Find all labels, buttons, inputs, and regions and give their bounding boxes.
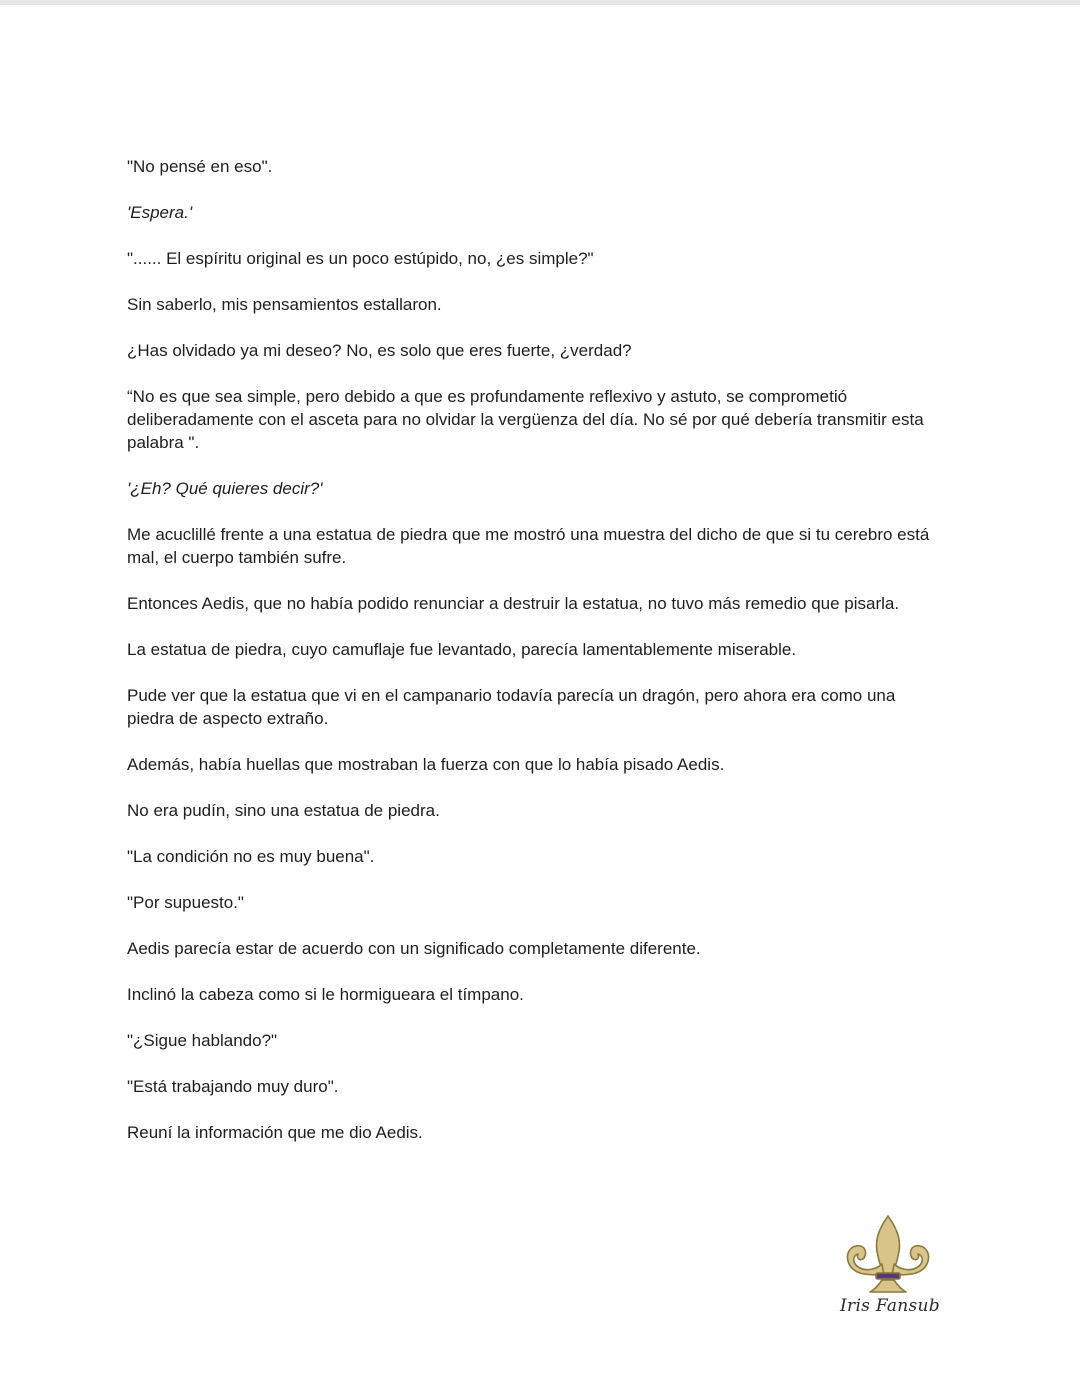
paragraph: Aedis parecía estar de acuerdo con un significado completamente diferente. (127, 939, 701, 958)
paragraph: Además, había huellas que mostraban la fuerza con que lo había pisado Aedis. (127, 755, 725, 774)
paragraph: No era pudín, sino una estatua de piedra. (127, 801, 440, 820)
paragraph: “No es que sea simple, pero debido a que es profundamente reflexivo y astuto, se comprometió deliberadamente con el asceta para no olvidar la vergüenza del día. No sé por qué debería transmitir esta palabra ". (127, 387, 924, 452)
paragraph: Entonces Aedis, que no había podido renunciar a destruir la estatua, no tuvo más remedio que pisarla. (127, 594, 900, 613)
iris-fansub-logo (838, 1212, 948, 1324)
top-border (0, 0, 1080, 5)
paragraph: Pude ver que la estatua que vi en el campanario todavía parecía un dragón, pero ahora era como una piedra de aspecto extraño. (127, 686, 896, 728)
paragraph: 'Espera.' (127, 203, 193, 222)
paragraph: "Está trabajando muy duro". (127, 1077, 339, 1096)
paragraph: Sin saberlo, mis pensamientos estallaron. (127, 295, 442, 314)
paragraph: "...... El espíritu original es un poco estúpido, no, ¿es simple?" (127, 249, 594, 268)
paragraph: Me acuclillé frente a una estatua de piedra que me mostró una muestra del dicho de que si tu cerebro está mal, el cuerpo también sufre. (127, 525, 930, 567)
paragraph: "¿Sigue hablando?" (127, 1031, 278, 1050)
paragraph: "La condición no es muy buena". (127, 847, 375, 866)
fleur-de-lis-icon (838, 1212, 942, 1296)
document-body (127, 155, 947, 1167)
paragraph: Reuní la información que me dio Aedis. (127, 1123, 423, 1142)
paragraph: '¿Eh? Qué quieres decir?' (127, 479, 323, 498)
paragraph: Inclinó la cabeza como si le hormigueara el tímpano. (127, 985, 524, 1004)
paragraph: La estatua de piedra, cuyo camuflaje fue levantado, parecía lamentablemente miserable. (127, 640, 797, 659)
paragraph: "Por supuesto." (127, 893, 244, 912)
logo-text: Iris Fansub (840, 1296, 940, 1316)
paragraph: "No pensé en eso". (127, 157, 273, 176)
paragraph: ¿Has olvidado ya mi deseo? No, es solo que eres fuerte, ¿verdad? (127, 341, 632, 360)
